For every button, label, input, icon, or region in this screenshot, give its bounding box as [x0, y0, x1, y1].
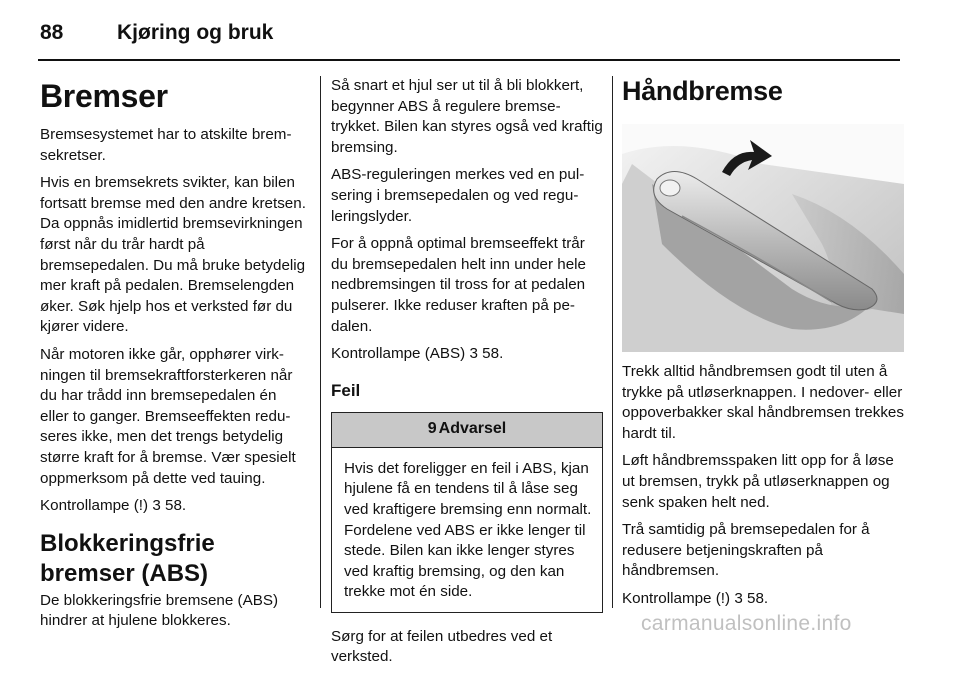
- paragraph: Trå samtidig på bremsepedalen for å redusere betjeningskraften på håndbremsen.: [622, 521, 870, 580]
- subsection-title-fault: Feil: [331, 380, 361, 400]
- paragraph: Sørg for at feilen utbedres ved et verksted.: [331, 627, 553, 666]
- paragraph: Så snart et hjul ser ut til å bli blokkert, begynner ABS å regulere bremsetrykket. Bilen kan styres også ved kraftig bremsing.: [331, 77, 603, 156]
- page-ref-arrow-icon: 3: [469, 345, 478, 363]
- page-ref-link[interactable]: 58.: [482, 345, 504, 363]
- header-rule: [38, 59, 900, 61]
- warning-header: [332, 413, 602, 448]
- column-brakes: [40, 76, 308, 639]
- abs-lamp-icon: (ABS): [424, 345, 466, 363]
- page-number: 88: [40, 21, 64, 44]
- warning-body: Hvis det foreligger en feil i ABS, kjan hjulene få en tendens til å låse seg ved kraftigere bremsing enn normalt. Fordelene ved ABS er ikke lenger til stede. Bilen kan ikke lenger styres ved kraftig bremsing, og den kan trekke mot én side.: [344, 459, 592, 601]
- warning-triangle-icon: 9: [427, 420, 437, 438]
- section-title-brakes: Bremser: [40, 78, 168, 114]
- section-title-handbrake: Håndbremse: [622, 76, 783, 106]
- paragraph: Trekk alltid håndbremsen godt til uten å trykke på utløserknappen. I nedover- eller oppoverbakker skal håndbremsen trekkes hardt til.: [622, 363, 904, 442]
- paragraph: De blokkeringsfrie bremsene (ABS) hindrer at hjulene blokkeres.: [40, 591, 279, 630]
- paragraph: Løft håndbremsspaken litt opp for å løse ut bremsen, trykk på utløserknappen og senk spaken helt ned.: [622, 452, 894, 511]
- reference-label: Kontrollampe: [331, 345, 421, 363]
- paragraph: Hvis en bremsekrets svikter, kan bilen fortsatt bremse med den andre kretsen. Da oppnås imidlertid bremsevirkningen først når du trår hardt på bremsepedalen. Du må bruke betydelig mer kraft på pedalen. Bremselengden øker. Søk hjelp hos et verksted før du kjører videre.: [40, 174, 306, 336]
- chapter-title: Kjøring og bruk: [117, 21, 274, 44]
- warning-title: Advarsel: [438, 420, 507, 438]
- page-ref-link[interactable]: 58.: [165, 497, 187, 515]
- reference-label: Kontrollampe: [622, 589, 712, 607]
- warning-box: [331, 412, 603, 613]
- brake-warning-lamp-icon: (!): [715, 589, 731, 607]
- abs-lamp-reference: [331, 344, 603, 365]
- watermark: carmanualsonline.info: [641, 612, 852, 635]
- column-divider-2: [612, 76, 613, 608]
- paragraph: Bremsesystemet har to atskilte bremsekretser.: [40, 126, 292, 164]
- page-ref-arrow-icon: 3: [152, 497, 161, 515]
- paragraph: Når motoren ikke går, opphører virkningen til bremsekraftforsterkeren når du har trådd inn bremsepedalen én eller to ganger. Bremseeffekten reduseres ikke, men det trengs betydelig større kraft for å bremse. Vær spesielt oppmerksom på dette ved tauing.: [40, 345, 296, 487]
- page-ref-arrow-icon: 3: [734, 589, 743, 607]
- paragraph: For å oppnå optimal bremseeffekt trår du bremsepedalen helt inn under hele nedbremsingen til tross for at pedalen pulserer. Ikke reduser kraften på pedalen.: [331, 235, 586, 335]
- column-abs: [331, 76, 603, 675]
- brake-warning-lamp-icon: (!): [133, 497, 149, 515]
- page-header: [40, 18, 273, 48]
- warning-lamp-reference: [40, 496, 308, 517]
- handbrake-lamp-reference: [622, 589, 904, 610]
- section-title-abs: Blokkeringsfrie bremser (ABS): [40, 529, 215, 587]
- paragraph: ABS-reguleringen merkes ved en pulsering i bremsepedalen og ved reguleringslyder.: [331, 166, 585, 225]
- handbrake-illustration: [622, 124, 904, 352]
- column-divider-1: [320, 76, 321, 608]
- column-handbrake: [622, 76, 904, 617]
- reference-label: Kontrollampe: [40, 497, 130, 515]
- page-ref-link[interactable]: 58.: [747, 589, 769, 607]
